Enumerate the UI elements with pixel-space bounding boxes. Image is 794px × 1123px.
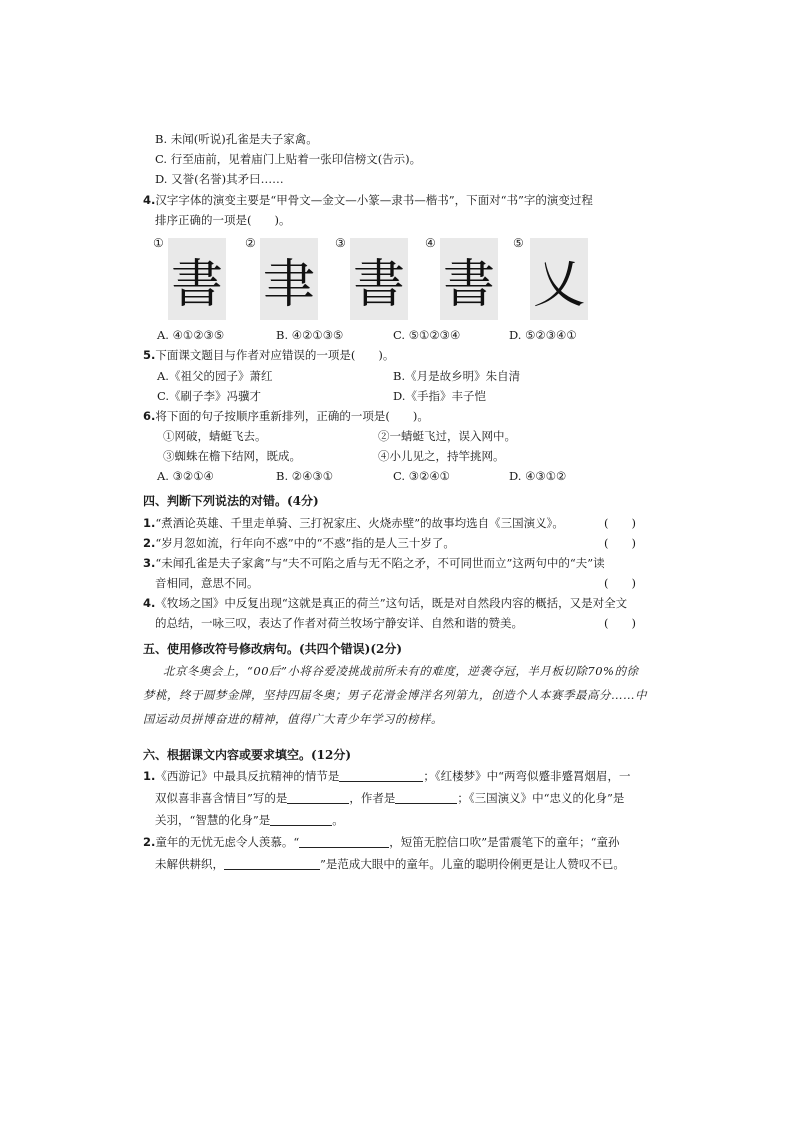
q4-stem-text: 汉字字体的演变主要是“甲骨文—金文—小篆—隶书—楷书”，下面对“书”字的演变过程 xyxy=(155,193,593,207)
q6-sentence-1: ①网破，蜻蜓飞去。 xyxy=(163,429,267,443)
q6-option-c: C. ③②④① xyxy=(393,469,450,483)
glyph-label-2: ② xyxy=(245,236,256,250)
q5-stem-text: 下面课文题目与作者对应错误的一项是( )。 xyxy=(155,348,395,362)
q4-option-a: A. ④①②③⑤ xyxy=(157,328,225,342)
q3-option-d: D. 又誉(名誉)其矛曰…… xyxy=(155,172,284,186)
sec6-q1-number: 1. xyxy=(143,769,156,783)
q6-option-d: D. ④③①② xyxy=(509,469,567,483)
sec4-item-4 xyxy=(143,595,627,611)
sec4-item-1 xyxy=(143,515,564,531)
sec6-q1-text-e: ；《三国演义》中“忠义的化身”是 xyxy=(457,791,625,805)
sec6-q1-line1 xyxy=(143,768,631,784)
glyph-image-1: 書 xyxy=(168,238,226,320)
sec4-item-1-text: “煮酒论英雄、千里走单骑、三打祝家庄、火烧赤壁”的故事均选自《三国演义》。 xyxy=(155,516,564,530)
sec4-item-4-line2: 的总结，一咏三叹，表达了作者对荷兰牧场宁静安详、自然和谐的赞美。 xyxy=(155,616,523,630)
q4-number: 4. xyxy=(143,193,156,207)
fill-blank-5[interactable] xyxy=(299,835,389,848)
sec6-q1-text-f: 关羽，“智慧的化身”是 xyxy=(155,813,271,827)
sec6-q1-text-b: ；《红楼梦》中“两弯似蹙非蹙罥烟眉，一 xyxy=(423,769,631,783)
q3-option-c: C. 行至庙前，见着庙门上贴着一张印信榜文(告示)。 xyxy=(155,152,422,166)
sec4-item-2 xyxy=(143,535,455,551)
q4-option-c: C. ⑤①②③④ xyxy=(393,328,461,342)
sec4-item-3-text: “未闻孔雀是夫子家禽”与“夫不可陷之盾与无不陷之矛，不可同世而立”这两句中的“夫”读 xyxy=(155,556,605,570)
sec6-q2-text-b: ，短笛无腔信口吹”是雷震笔下的童年；“童孙 xyxy=(389,835,620,849)
sec4-item-3 xyxy=(143,555,605,571)
sec6-q2-line2 xyxy=(155,856,625,872)
glyph-image-4: 書 xyxy=(440,238,498,320)
section-5-title: 五、使用修改符号修改病句。(共四个错误)(2分) xyxy=(143,642,403,656)
q5-option-b: B.《月是故乡明》朱自清 xyxy=(393,369,521,383)
glyph-label-1: ① xyxy=(153,236,164,250)
section-4-title: 四、判断下列说法的对错。(4分) xyxy=(143,494,319,508)
q4-stem-line1 xyxy=(143,192,593,208)
sec6-q2-text-c: 未解供耕织， xyxy=(155,857,224,871)
sec6-q1-line2 xyxy=(155,790,624,806)
fill-blank-6[interactable] xyxy=(224,857,320,870)
sec6-q1-text-a: 《西游记》中最具反抗精神的情节是 xyxy=(155,769,340,783)
q5-option-d: D.《手指》丰子恺 xyxy=(393,389,486,403)
sec4-item-1-answer: ( ) xyxy=(604,516,636,530)
sec4-item-2-answer: ( ) xyxy=(604,536,636,550)
fill-blank-4[interactable] xyxy=(270,813,332,826)
q5-stem xyxy=(143,347,394,363)
glyph-image-5: 乂 xyxy=(530,238,588,320)
glyph-image-2: 聿 xyxy=(260,238,318,320)
sec4-item-3-line2: 音相同，意思不同。 xyxy=(155,576,259,590)
q6-stem-text: 将下面的句子按顺序重新排列，正确的一项是( )。 xyxy=(155,409,429,423)
q6-sentence-2: ②一蜻蜓飞过，误入网中。 xyxy=(378,429,516,443)
sec6-q2-number: 2. xyxy=(143,835,156,849)
q6-option-b: B. ②④③① xyxy=(276,469,334,483)
q4-option-b: B. ④②①③⑤ xyxy=(276,328,344,342)
q6-sentence-4: ④小儿见之，持竿挑网。 xyxy=(378,449,505,463)
sec4-item-2-text: “岁月忽如流，行年向不惑”中的“不惑”指的是人三十岁了。 xyxy=(155,536,455,550)
fill-blank-1[interactable] xyxy=(339,769,423,782)
sec4-item-4-answer: ( ) xyxy=(604,616,636,630)
sec4-item-4-number: 4. xyxy=(143,596,156,610)
sec4-item-2-number: 2. xyxy=(143,536,156,550)
sec6-q2-text-a: 童年的无忧无虑令人羡慕。“ xyxy=(155,835,300,849)
glyph-image-3: 書 xyxy=(350,238,408,320)
glyph-label-5: ⑤ xyxy=(513,236,524,250)
glyph-label-4: ④ xyxy=(425,236,436,250)
passage-line-1: 北京冬奥会上，“00后”小将谷爱凌挑战前所未有的难度，逆袭夺冠，半月板切除70%的徐 xyxy=(163,664,639,678)
q6-number: 6. xyxy=(143,409,156,423)
passage-line-2: 梦桃，终于圆梦金牌，坚持四届冬奥；男子花滑金博洋名列第九，创造个人本赛季最高分……中 xyxy=(143,688,647,702)
fill-blank-2[interactable] xyxy=(287,791,349,804)
sec6-q2-text-d: ”是范成大眼中的童年。儿童的聪明伶俐更是让人赞叹不已。 xyxy=(320,857,625,871)
sec4-item-1-number: 1. xyxy=(143,516,156,530)
sec4-item-3-number: 3. xyxy=(143,556,156,570)
q4-stem-line2: 排序正确的一项是( )。 xyxy=(155,213,291,227)
sec6-q1-text-g: 。 xyxy=(332,813,344,827)
q5-option-c: C.《刷子李》冯骥才 xyxy=(157,389,262,403)
q5-number: 5. xyxy=(143,348,156,362)
q5-option-a: A.《祖父的园子》萧红 xyxy=(157,369,273,383)
sec6-q1-text-d: ，作者是 xyxy=(349,791,396,805)
passage-line-3: 国运动员拼博奋进的精神，值得广大青少年学习的榜样。 xyxy=(143,712,443,726)
sec4-item-4-text: 《牧场之国》中反复出现“这就是真正的荷兰”这句话，既是对自然段内容的概括，又是对全文 xyxy=(155,596,628,610)
sec6-q2-line1 xyxy=(143,834,620,850)
section-6-title: 六、根据课文内容或要求填空。(12分) xyxy=(143,748,352,762)
fill-blank-3[interactable] xyxy=(395,791,457,804)
q3-option-b: B. 未闻(听说)孔雀是夫子家禽。 xyxy=(155,132,318,146)
q6-sentence-3: ③蜘蛛在檐下结网，既成。 xyxy=(163,449,301,463)
sec4-item-3-answer: ( ) xyxy=(604,576,636,590)
q4-option-d: D. ⑤②③④① xyxy=(509,328,577,342)
sec6-q1-text-c: 双似喜非喜含情目”写的是 xyxy=(155,791,288,805)
q6-stem xyxy=(143,408,429,424)
sec6-q1-line3 xyxy=(155,812,344,828)
q6-option-a: A. ③②①④ xyxy=(157,469,214,483)
glyph-label-3: ③ xyxy=(335,236,346,250)
